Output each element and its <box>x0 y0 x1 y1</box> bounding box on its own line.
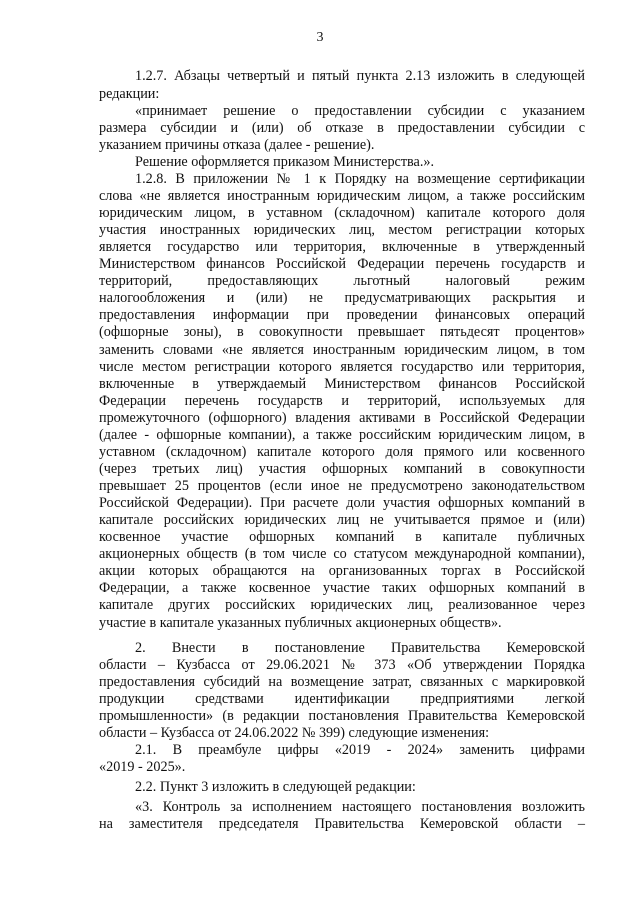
text-line: 1.2.8. В приложении № 1 к Порядку на возмещение сертификации <box>135 171 585 187</box>
text-line: акционерных обществ (в том числе со статусом международной компании), <box>99 546 585 562</box>
text-line: на заместителя председателя Правительства Кемеровской области – <box>99 816 585 832</box>
text-line: (офшорные зоны), в совокупности превышает пятьдесят процентов» <box>99 324 585 340</box>
text-line: является государство или территория, включенные в утвержденный <box>99 239 585 255</box>
text-line: области – Кузбасса от 24.06.2022 № 399) следующие изменения: <box>99 725 490 741</box>
text-line: налогообложения и (или) не предусматривающих раскрытия и <box>99 290 585 306</box>
text-line: капитале российских юридических лиц не учитывается прямое и (или) <box>99 512 585 528</box>
text-line: промышленности» (в редакции постановления Правительства Кемеровской <box>99 708 585 724</box>
text-line: размера субсидии и (или) об отказе в предоставлении субсидии с <box>99 120 585 136</box>
text-line: области – Кузбасса от 29.06.2021 № 373 «Об утверждении Порядка <box>99 657 585 673</box>
text-line: предоставления субсидий на возмещение затрат, связанных с маркировкой <box>99 674 585 690</box>
text-line: 1.2.7. Абзацы четвертый и пятый пункта 2.13 изложить в следующей <box>135 68 585 84</box>
text-line: территорий, предоставляющих льготный налоговый режим <box>99 273 585 289</box>
text-line: включенные в утверждаемый Министерством финансов Российской <box>99 376 585 392</box>
text-line: Федерации, а также косвенное участие таких офшорных компаний в <box>99 580 585 596</box>
text-line: косвенное участие офшорных компаний в капитале публичных <box>99 529 585 545</box>
text-line: редакции: <box>99 86 160 102</box>
text-line: 2.1. В преамбуле цифры «2019 - 2024» заменить цифрами <box>135 742 585 758</box>
text-line: Министерством финансов Российской Федерации перечень государств и <box>99 256 585 272</box>
text-line: слова «не является иностранным юридическим лицом, а также российским <box>99 188 585 204</box>
text-line: предоставления информации при проведении финансовых операций <box>99 307 585 323</box>
text-line: Российской Федерации). При расчете доли участия офшорных компаний в <box>99 495 585 511</box>
text-line: Решение оформляется приказом Министерства.». <box>135 154 435 170</box>
text-line: «2019 - 2025». <box>99 759 186 775</box>
text-line: участие в капитале указанных публичных акционерных обществ». <box>99 615 502 631</box>
text-line: «принимает решение о предоставлении субсидии с указанием <box>135 103 585 119</box>
text-line: числе местом регистрации которого является государство или территория, <box>99 359 585 375</box>
text-line: продукции средствами идентификации предприятиями легкой <box>99 691 585 707</box>
text-line: (далее - офшорные компании), а также российским юридическим лицом, в <box>99 427 585 443</box>
text-line: (через третьих лиц) участия офшорных компаний в совокупности <box>99 461 585 477</box>
text-line: указанием причины отказа (далее - решение). <box>99 137 375 153</box>
text-line: юридическим лицом, в уставном (складочном) капитале которого доля <box>99 205 585 221</box>
page-number: 3 <box>316 30 324 45</box>
text-line: промежуточного (офшорного) владения активами в Российской Федерации <box>99 410 585 426</box>
text-line: акции которых обращаются на организованных торгах в Российской <box>99 563 585 579</box>
text-line: уставном (складочном) капитале которого доля прямого или косвенного <box>99 444 585 460</box>
text-line: участия иностранных юридических лиц, местом регистрации которых <box>99 222 585 238</box>
text-line: Федерации перечень государств и территорий, используемых для <box>99 393 585 409</box>
text-line: заменить словами «не является иностранным юридическим лицом, в том <box>99 342 585 358</box>
text-line: превышает 25 процентов (если иное не предусмотрено законодательством <box>99 478 585 494</box>
text-line: 2.2. Пункт 3 изложить в следующей редакции: <box>135 779 416 795</box>
text-line: «3. Контроль за исполнением настоящего постановления возложить <box>135 799 585 815</box>
text-line: 2. Внести в постановление Правительства Кемеровской <box>135 640 585 656</box>
text-line: капитале других российских юридических лиц, реализованное через <box>99 597 585 613</box>
